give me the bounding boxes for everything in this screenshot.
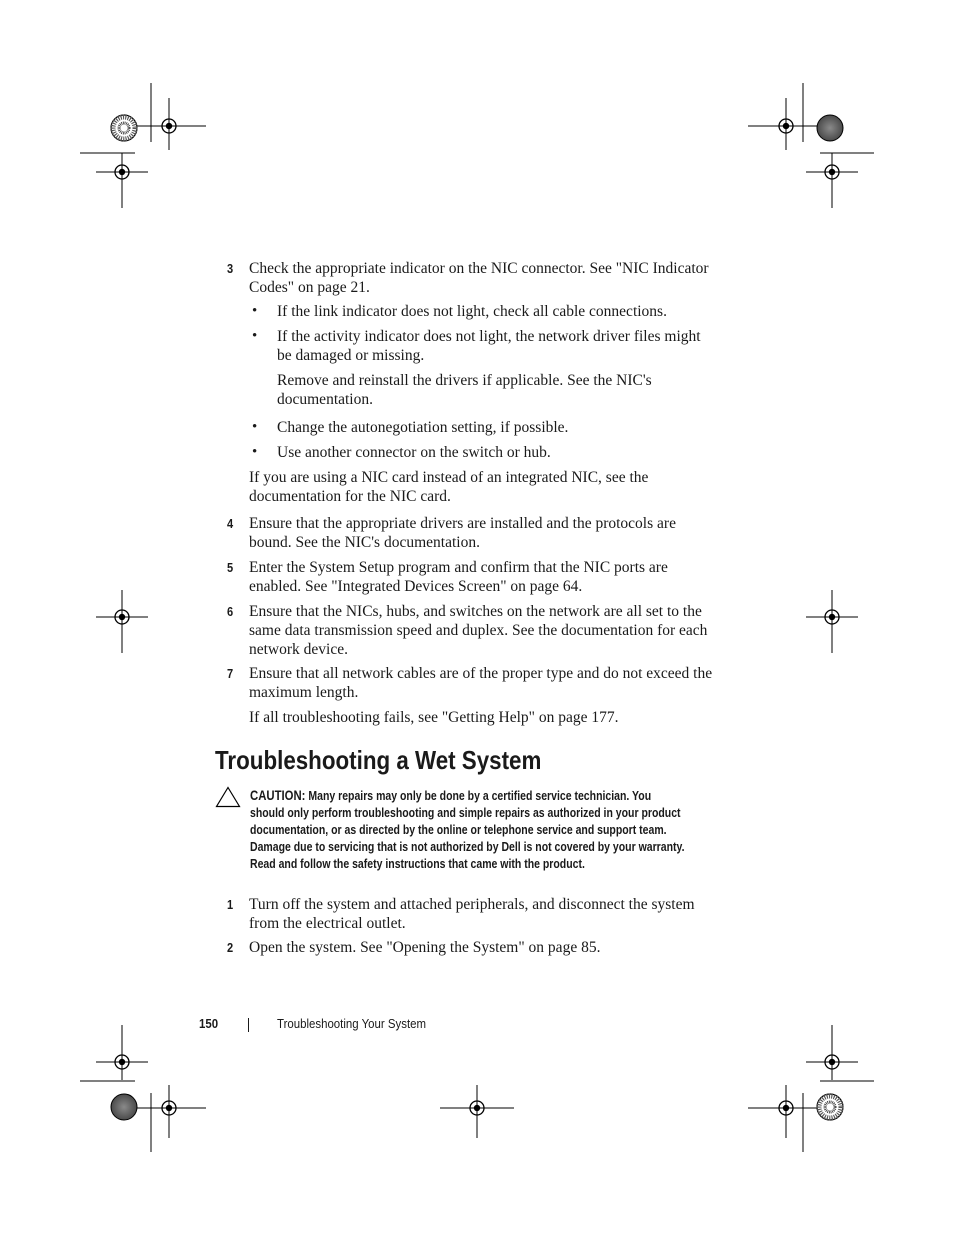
step-text: Turn off the system and attached peripherals, and disconnect the system from the electrical outlet.	[249, 896, 695, 932]
step-text: Ensure that all network cables are of the proper type and do not exceed the maximum length.	[249, 665, 713, 701]
step-text: Enter the System Setup program and confirm that the NIC ports are enabled. See "Integrated Devices Screen" on page 64.	[249, 559, 668, 595]
bullet-item: Change the autonegotiation setting, if possible.	[277, 419, 569, 436]
bullet-item: If the activity indicator does not light, the network driver files might be damaged or missing.	[277, 328, 701, 364]
final-note: If all troubleshooting fails, see "Getting Help" on page 177.	[249, 709, 619, 726]
step-number: 1	[227, 897, 234, 912]
bullet-item: Use another connector on the switch or hub.	[277, 444, 551, 461]
nic-card-note: If you are using a NIC card instead of an integrated NIC, see the documentation for the NIC card.	[249, 469, 649, 505]
caution-text: Many repairs may only be done by a certified service technician. You should only perform troubleshooting and simple repairs as authorized in your product documentation, or as directed by the online or telephone service and support team. Damage due to servicing that is not authorized by Dell is not covered by your warranty. Read and follow the safety instructions that came with the product.	[250, 789, 685, 871]
caution-label: CAUTION:	[250, 788, 306, 803]
bullet-marker: •	[252, 328, 258, 344]
bullet-note: Remove and reinstall the drivers if applicable. See the NIC's documentation.	[277, 372, 652, 408]
step-number: 2	[227, 940, 234, 955]
step-text: Ensure that the NICs, hubs, and switches on the network are all set to the same data transmission speed and duplex. See the documentation for each network device.	[249, 603, 708, 658]
step-text: Open the system. See "Opening the System" on page 85.	[249, 939, 601, 956]
bullet-marker: •	[252, 444, 258, 460]
section-heading: Troubleshooting a Wet System	[215, 745, 542, 775]
page-number: 150	[199, 1016, 219, 1031]
step-text: Ensure that the appropriate drivers are installed and the protocols are bound. See the NIC's documentation.	[249, 515, 676, 551]
caution-notice	[250, 787, 687, 873]
bullet-item: If the link indicator does not light, check all cable connections.	[277, 303, 667, 320]
step-text: Check the appropriate indicator on the NIC connector. See "NIC Indicator Codes" on page 21.	[249, 260, 709, 296]
caution-triangle-icon	[215, 786, 241, 808]
step-number: 3	[227, 261, 234, 276]
step-number: 4	[227, 516, 234, 531]
step-number: 5	[227, 560, 234, 575]
footer-divider	[248, 1018, 249, 1032]
step-number: 6	[227, 604, 234, 619]
starburst-mark-icon	[817, 1094, 843, 1120]
bullet-marker: •	[252, 303, 258, 319]
bullet-marker: •	[252, 419, 258, 435]
step-number: 7	[227, 666, 234, 681]
starburst-mark-icon	[111, 115, 137, 141]
footer-section-title: Troubleshooting Your System	[277, 1016, 427, 1031]
